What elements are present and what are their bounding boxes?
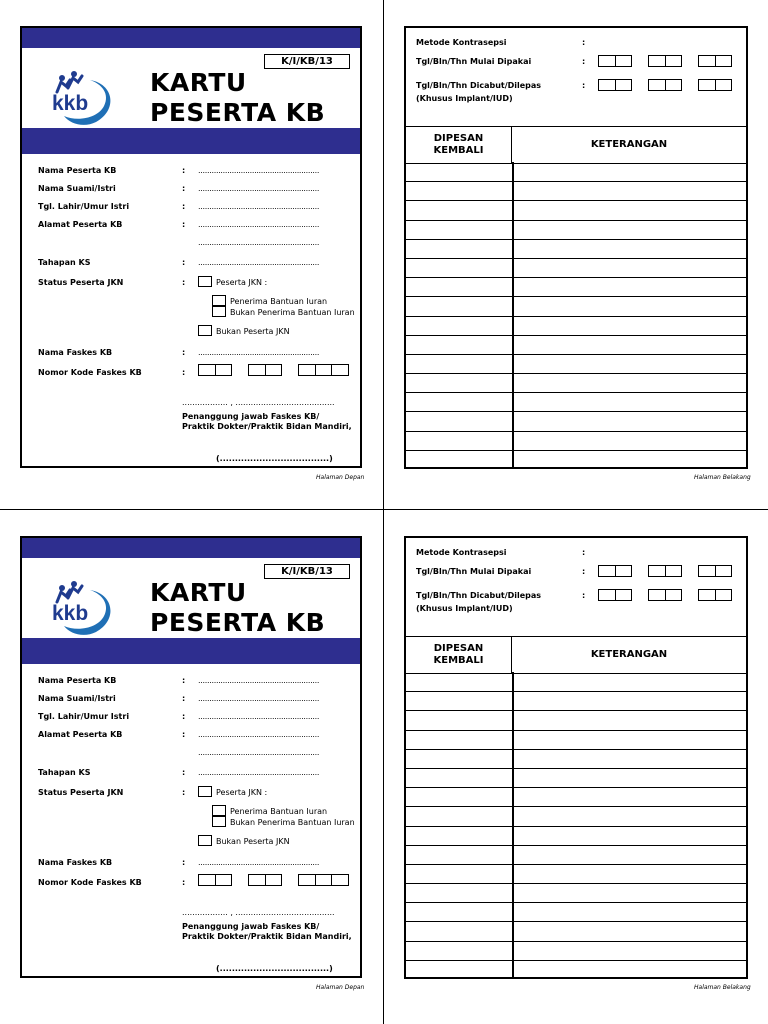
kode-box-3[interactable] — [298, 364, 349, 376]
mulai-thn-box[interactable] — [698, 565, 732, 577]
table-row[interactable] — [406, 921, 746, 922]
mulai-bln-box[interactable] — [648, 565, 682, 577]
table-row[interactable] — [406, 431, 746, 432]
kode-box-3[interactable] — [298, 874, 349, 886]
back-card: Metode Kontrasepsi : Tgl/Bln/Thn Mulai Dipakai : Tgl/Bln/Thn Dicabut/Dilepas (Khusus Implant/IUD) : DIPESAN KEMBALI KETERANGAN — [404, 26, 748, 469]
label-status: Status Peserta JKN — [38, 788, 124, 797]
table-row[interactable] — [406, 392, 746, 393]
kode-box-2[interactable] — [248, 874, 282, 886]
back-card: Metode Kontrasepsi : Tgl/Bln/Thn Mulai Dipakai : Tgl/Bln/Thn Dicabut/Dilepas (Khusus Implant/IUD) : DIPESAN KEMBALI KETERANGAN — [404, 536, 748, 979]
sign-name[interactable]: (....................................) — [216, 964, 333, 973]
col-dipesan: DIPESAN KEMBALI — [406, 637, 512, 673]
table-row[interactable] — [406, 902, 746, 903]
field-tahapan[interactable]: ...................................................... — [198, 258, 320, 267]
field-alamat-2[interactable]: ...................................................... — [198, 748, 320, 757]
title-band — [22, 638, 360, 664]
mulai-bln-box[interactable] — [648, 55, 682, 67]
table-row[interactable] — [406, 691, 746, 692]
table-row[interactable] — [406, 181, 746, 182]
field-suami[interactable]: ...................................................... — [198, 694, 320, 703]
label-tahapan: Tahapan KS — [38, 258, 91, 267]
column-divider — [512, 672, 514, 977]
table-row[interactable] — [406, 864, 746, 865]
visit-table[interactable] — [406, 162, 746, 467]
col-dipesan: DIPESAN KEMBALI — [406, 127, 512, 163]
label-alamat: Alamat Peserta KB — [38, 220, 123, 229]
label-status: Status Peserta JKN — [38, 278, 124, 287]
label-nama: Nama Peserta KB — [38, 166, 117, 175]
checkbox-bukan-jkn[interactable] — [198, 835, 212, 846]
form-code: K/I/KB/13 — [264, 54, 350, 69]
table-row[interactable] — [406, 200, 746, 201]
kode-box-2[interactable] — [248, 364, 282, 376]
table-row[interactable] — [406, 749, 746, 750]
table-row[interactable] — [406, 768, 746, 769]
label-suami: Nama Suami/Istri — [38, 184, 116, 193]
mulai-tgl-box[interactable] — [598, 565, 632, 577]
table-row[interactable] — [406, 411, 746, 412]
col-keterangan: KETERANGAN — [590, 649, 668, 660]
label-alamat: Alamat Peserta KB — [38, 730, 123, 739]
label-mulai: Tgl/Bln/Thn Mulai Dipakai — [416, 57, 532, 66]
table-row[interactable] — [406, 335, 746, 336]
column-divider — [512, 162, 514, 467]
label-khusus: (Khusus Implant/IUD) — [416, 94, 513, 103]
label-faskes: Nama Faskes KB — [38, 858, 113, 867]
label-khusus: (Khusus Implant/IUD) — [416, 604, 513, 613]
sign-role-1: Penanggung jawab Faskes KB/ — [182, 922, 320, 931]
dicabut-bln-box[interactable] — [648, 79, 682, 91]
kode-box-1[interactable] — [198, 364, 232, 376]
logo-wordmark: kkb — [52, 92, 89, 115]
sign-place[interactable]: .................. , ....................................... — [182, 908, 335, 917]
page-note-front: Halaman Depan — [316, 984, 365, 991]
front-card: K/I/KB/13 kkb KARTU PESERTA KB Nama Peserta KB : ...................................................... Nama Suami/Istri : ...................................................... Tgl. Lahir/Umur Istri : ...................................................... Alamat Peserta KB : ...................................................... ...................................................... Tahapan KS : ...................................................... Status Peserta JKN : Peserta JKN : Penerima Bantuan Iuran Bukan Penerima Bantuan Iuran Bukan Peserta JKN Nama Faskes KB : ...................................................... Nomor Kode Faskes KB : .................. , ....................................... Penanggung jawab Faskes KB/ Praktik Dokter/Praktik Bidan Mandiri, (....................................) — [20, 536, 362, 978]
field-alamat-2[interactable]: ...................................................... — [198, 238, 320, 247]
table-row[interactable] — [406, 941, 746, 942]
kkb-logo — [44, 576, 120, 638]
dicabut-tgl-box[interactable] — [598, 589, 632, 601]
kkb-logo — [44, 66, 120, 128]
table-header — [406, 126, 746, 164]
table-row[interactable] — [406, 296, 746, 297]
title-band — [22, 128, 360, 154]
label-suami: Nama Suami/Istri — [38, 694, 116, 703]
kode-box-1[interactable] — [198, 874, 232, 886]
page-note-back: Halaman Belakang — [694, 984, 751, 991]
table-row[interactable] — [406, 730, 746, 731]
label-dicabut: Tgl/Bln/Thn Dicabut/Dilepas — [416, 591, 542, 600]
label-metode: Metode Kontrasepsi — [416, 38, 507, 47]
header-band — [22, 538, 360, 558]
table-row[interactable] — [406, 239, 746, 240]
table-row[interactable] — [406, 316, 746, 317]
field-faskes[interactable]: ...................................................... — [198, 858, 320, 867]
table-row[interactable] — [406, 826, 746, 827]
form-code: K/I/KB/13 — [264, 564, 350, 579]
label-tgl: Tgl. Lahir/Umur Istri — [38, 712, 130, 721]
page-note-front: Halaman Depan — [316, 474, 365, 481]
label-dicabut: Tgl/Bln/Thn Dicabut/Dilepas — [416, 81, 542, 90]
dicabut-bln-box[interactable] — [648, 589, 682, 601]
label-kode: Nomor Kode Faskes KB — [38, 368, 142, 377]
field-alamat[interactable]: ...................................................... — [198, 730, 320, 739]
checkbox-non-pbi[interactable] — [212, 306, 226, 317]
table-row[interactable] — [406, 220, 746, 221]
card-back-top — [384, 0, 768, 510]
card-title: KARTU PESERTA KB — [150, 578, 326, 637]
table-header — [406, 636, 746, 674]
table-row[interactable] — [406, 450, 746, 451]
mulai-thn-box[interactable] — [698, 55, 732, 67]
checkbox-peserta-jkn[interactable] — [198, 786, 212, 797]
field-nama[interactable]: ...................................................... — [198, 676, 320, 685]
front-card: K/I/KB/13 kkb KARTU PESERTA KB Nama Peserta KB : ...................................................... Nama Suami/Istri : ...................................................... Tgl. Lahir/Umur Istri : ...................................................... Alamat Peserta KB : ...................................................... ...................................................... Tahapan KS : ...................................................... Status Peserta JKN : Peserta JKN : Penerima Bantuan Iuran Bukan Penerima Bantuan Iuran Bukan Peserta JKN Nama Faskes KB : ...................................................... Nomor Kode Faskes KB : .................. , ....................................... Penanggung jawab Faskes KB/ Praktik Dokter/Praktik Bidan Mandiri, (....................................) — [20, 26, 362, 468]
label-mulai: Tgl/Bln/Thn Mulai Dipakai — [416, 567, 532, 576]
col-keterangan: KETERANGAN — [590, 139, 668, 150]
card-title: KARTU PESERTA KB — [150, 68, 326, 127]
table-row[interactable] — [406, 354, 746, 355]
card-back-bottom — [384, 510, 768, 1020]
label-metode: Metode Kontrasepsi — [416, 548, 507, 557]
field-tahapan[interactable]: ...................................................... — [198, 768, 320, 777]
sign-role-2: Praktik Dokter/Praktik Bidan Mandiri, — [182, 932, 352, 941]
dicabut-thn-box[interactable] — [698, 79, 732, 91]
sign-place[interactable]: .................. , ....................................... — [182, 398, 335, 407]
checkbox-pbi[interactable] — [212, 805, 226, 816]
table-row[interactable] — [406, 806, 746, 807]
table-row[interactable] — [406, 883, 746, 884]
field-tgl[interactable]: ...................................................... — [198, 712, 320, 721]
mulai-tgl-box[interactable] — [598, 55, 632, 67]
table-row[interactable] — [406, 710, 746, 711]
header-band — [22, 28, 360, 48]
table-row[interactable] — [406, 845, 746, 846]
field-alamat[interactable]: ...................................................... — [198, 220, 320, 229]
table-row[interactable] — [406, 787, 746, 788]
table-row[interactable] — [406, 277, 746, 278]
table-row[interactable] — [406, 258, 746, 259]
label-nama: Nama Peserta KB — [38, 676, 117, 685]
table-row[interactable] — [406, 960, 746, 961]
sign-role-2: Praktik Dokter/Praktik Bidan Mandiri, — [182, 422, 352, 431]
dicabut-thn-box[interactable] — [698, 589, 732, 601]
card-front-bottom — [0, 510, 384, 1020]
checkbox-pbi[interactable] — [212, 295, 226, 306]
checkbox-non-pbi[interactable] — [212, 816, 226, 827]
sign-name[interactable]: (....................................) — [216, 454, 333, 463]
checkbox-bukan-jkn[interactable] — [198, 325, 212, 336]
visit-table[interactable] — [406, 672, 746, 977]
page-note-back: Halaman Belakang — [694, 474, 751, 481]
field-suami[interactable]: ...................................................... — [198, 184, 320, 193]
field-tgl[interactable]: ...................................................... — [198, 202, 320, 211]
table-row[interactable] — [406, 373, 746, 374]
label-faskes: Nama Faskes KB — [38, 348, 113, 357]
label-tahapan: Tahapan KS — [38, 768, 91, 777]
field-faskes[interactable]: ...................................................... — [198, 348, 320, 357]
label-kode: Nomor Kode Faskes KB — [38, 878, 142, 887]
logo-wordmark: kkb — [52, 602, 89, 625]
sign-role-1: Penanggung jawab Faskes KB/ — [182, 412, 320, 421]
checkbox-peserta-jkn[interactable] — [198, 276, 212, 287]
field-nama[interactable]: ...................................................... — [198, 166, 320, 175]
card-front-top — [0, 0, 384, 510]
dicabut-tgl-box[interactable] — [598, 79, 632, 91]
label-tgl: Tgl. Lahir/Umur Istri — [38, 202, 130, 211]
